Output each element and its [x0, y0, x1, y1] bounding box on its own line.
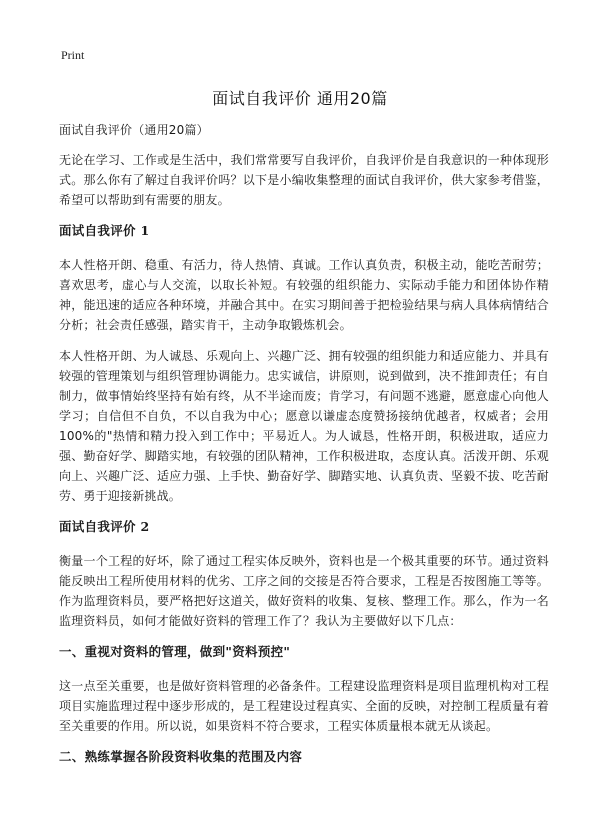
section-paragraph: 衡量一个工程的好坏，除了通过工程实体反映外，资料也是一个极其重要的环节。通过资料能反映出工程所使用材料的优劣、工序之间的交接是否符合要求，工程是否按图施工等等。作为监理资料员，要严格把好这道关，做好资料的收集、复核、整理工作。那么，作为一名监理资料员，如何才能做好资料的管理工作了？我认为主要做好以下几点： — [59, 554, 549, 628]
document-subtitle: 面试自我评价（通用20篇） — [59, 123, 209, 137]
document-body — [59, 120, 549, 781]
section-paragraph: 本人性格开朗、为人诚恳、乐观向上、兴趣广泛、拥有较强的组织能力和适应能力、并具有较强的管理策划与组织管理协调能力。忠实诚信，讲原则，说到做到，决不推卸责任；有自制力，做事情始终坚持有始有终，从不半途而废；肯学习，有问题不逃避，愿意虚心向他人学习；自信但不自负，不以自我为中心；愿意以谦虚态度赞扬接纳优越者，权威者；会用100%的"热情和精力投入到工作中；平易近人。为人诚恳，性格开朗，积极进取，适应力强、勤奋好学、脚踏实地，有较强的团队精神，工作积极进取，态度认真。活泼开朗、乐观向上、兴趣广泛、适应力强、上手快、勤奋好学、脚踏实地、认真负责、坚毅不拔、吃苦耐劳、勇于迎接新挑战。 — [59, 349, 549, 503]
section-heading: 面试自我评价 1 — [59, 223, 150, 238]
section-paragraph: 这一点至关重要，也是做好资料管理的必备条件。工程建设监理资料是项目监理机构对工程项目实施监理过程中逐步形成的，是工程建设过程真实、全面的反映，对控制工程质量有着至关重要的作用。所以说，如果资料不符合要求，工程实体质量根本就无从谈起。 — [59, 679, 549, 733]
section-paragraph: 本人性格开朗、稳重、有活力，待人热情、真诚。工作认真负责，积极主动，能吃苦耐劳；喜欢思考，虚心与人交流，以取长补短。有较强的组织能力、实际动手能力和团体协作精神，能迅速的适应各种环境，并融合其中。在实习期间善于把检验结果与病人具体病情结合分析；社会责任感强，踏实肯干，主动争取锻炼机会。 — [59, 258, 549, 332]
section-heading: 一、重视对资料的管理，做到"资料预控" — [59, 644, 291, 659]
intro-paragraph: 无论在学习、工作或是生活中，我们常常要写自我评价，自我评价是自我意识的一种体现形式。那么你有了解过自我评价吗？以下是小编收集整理的面试自我评价，供大家参考借鉴，希望可以帮助到有需要的朋友。 — [59, 153, 549, 207]
section-heading: 二、熟练掌握各阶段资料收集的范围及内容 — [59, 749, 303, 764]
document-title: 面试自我评价 通用20篇 — [212, 89, 388, 108]
section-heading: 面试自我评价 2 — [59, 519, 150, 534]
print-link[interactable]: Print — [61, 48, 85, 62]
